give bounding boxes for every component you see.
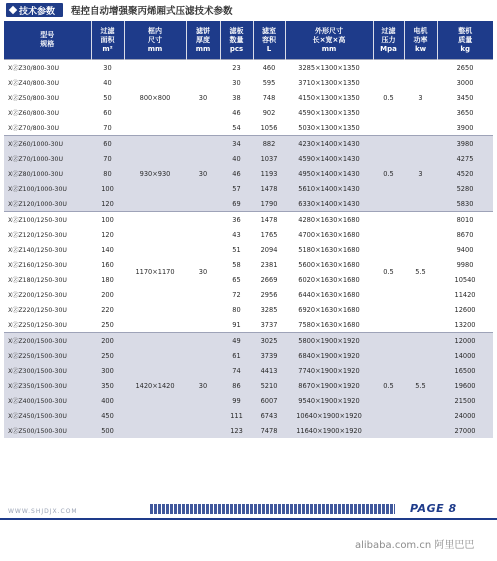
cell-area: 500 [91, 423, 124, 438]
cell-dims: 6920×1630×1680 [285, 302, 373, 317]
cell-volume: 595 [253, 75, 285, 90]
cell-dims: 4590×1300×1350 [285, 105, 373, 120]
cell-plates: 74 [220, 363, 253, 378]
cell-volume: 748 [253, 90, 285, 105]
table-row [4, 136, 493, 152]
cell-dims: 5180×1630×1680 [285, 242, 373, 257]
cell-weight: 14000 [437, 348, 493, 363]
cell-model: XⓏZ400/1500-30U [4, 393, 91, 408]
col-header-cake: 滤饼 厚度 mm [186, 21, 220, 60]
cell-volume: 3025 [253, 333, 285, 349]
cell-area: 450 [91, 408, 124, 423]
cell-weight: 3000 [437, 75, 493, 90]
cell-dims: 7740×1900×1920 [285, 363, 373, 378]
col-header-area: 过滤 面积 m² [91, 21, 124, 60]
cell-weight: 3650 [437, 105, 493, 120]
col-header-dims: 外形尺寸 长×宽×高 mm [285, 21, 373, 60]
cell-dims: 5610×1400×1430 [285, 181, 373, 196]
cell-plates: 58 [220, 257, 253, 272]
cell-plates: 49 [220, 333, 253, 349]
cell-model: XⓏZ180/1250-30U [4, 272, 91, 287]
cell-weight: 4520 [437, 166, 493, 181]
cell-model: XⓏZ80/1000-30U [4, 166, 91, 181]
cell-weight: 3900 [437, 120, 493, 136]
cell-model: XⓏZ60/800-30U [4, 105, 91, 120]
cell-dims: 5600×1630×1680 [285, 257, 373, 272]
cell-volume: 1790 [253, 196, 285, 212]
cell-motor-power: 3 [404, 60, 437, 136]
cell-cake-thickness: 30 [186, 333, 220, 439]
footer-rule [0, 518, 497, 520]
cell-weight: 8670 [437, 227, 493, 242]
cell-motor-power: 5.5 [404, 333, 437, 439]
cell-cake-thickness: 30 [186, 212, 220, 333]
col-header-power: 电机 功率 kw [404, 21, 437, 60]
cell-weight: 19600 [437, 378, 493, 393]
cell-model: XⓏZ120/1250-30U [4, 227, 91, 242]
cell-area: 70 [91, 151, 124, 166]
cell-weight: 8010 [437, 212, 493, 228]
cell-dims: 11640×1900×1920 [285, 423, 373, 438]
cell-plates: 72 [220, 287, 253, 302]
cell-area: 180 [91, 272, 124, 287]
cell-model: XⓏZ250/1500-30U [4, 348, 91, 363]
cell-weight: 16500 [437, 363, 493, 378]
cell-plates: 46 [220, 105, 253, 120]
cell-plates: 30 [220, 75, 253, 90]
cell-area: 300 [91, 363, 124, 378]
cell-motor-power: 5.5 [404, 212, 437, 333]
cell-model: XⓏZ120/1000-30U [4, 196, 91, 212]
cell-volume: 2956 [253, 287, 285, 302]
cell-volume: 5210 [253, 378, 285, 393]
cell-weight: 10540 [437, 272, 493, 287]
cell-model: XⓏZ200/1250-30U [4, 287, 91, 302]
cell-area: 70 [91, 120, 124, 136]
cell-plates: 123 [220, 423, 253, 438]
cell-model: XⓏZ70/1000-30U [4, 151, 91, 166]
cell-plates: 40 [220, 151, 253, 166]
cell-dims: 9540×1900×1920 [285, 393, 373, 408]
cell-weight: 4275 [437, 151, 493, 166]
cell-dims: 4700×1630×1680 [285, 227, 373, 242]
cell-model: XⓏZ220/1250-30U [4, 302, 91, 317]
cell-weight: 24000 [437, 408, 493, 423]
cell-pressure: 0.5 [373, 60, 404, 136]
cell-volume: 3739 [253, 348, 285, 363]
cell-dims: 4950×1400×1430 [285, 166, 373, 181]
cell-area: 30 [91, 60, 124, 76]
cell-weight: 27000 [437, 423, 493, 438]
model-group [4, 212, 493, 333]
cell-dims: 4590×1400×1430 [285, 151, 373, 166]
cell-area: 140 [91, 242, 124, 257]
cell-area: 250 [91, 348, 124, 363]
cell-area: 220 [91, 302, 124, 317]
cell-plates: 80 [220, 302, 253, 317]
cell-pressure: 0.5 [373, 212, 404, 333]
cell-plates: 54 [220, 120, 253, 136]
col-header-volume: 滤室 容积 L [253, 21, 285, 60]
cell-frame-size: 1420×1420 [124, 333, 186, 439]
cell-volume: 1037 [253, 151, 285, 166]
col-header-model: 型号 规格 [4, 21, 91, 60]
cell-model: XⓏZ160/1250-30U [4, 257, 91, 272]
cell-weight: 12000 [437, 333, 493, 349]
cell-area: 60 [91, 136, 124, 152]
cell-model: XⓏZ100/1250-30U [4, 212, 91, 228]
cell-volume: 2669 [253, 272, 285, 287]
cell-plates: 69 [220, 196, 253, 212]
cell-area: 350 [91, 378, 124, 393]
cell-volume: 2381 [253, 257, 285, 272]
table-row [4, 212, 493, 228]
cell-area: 160 [91, 257, 124, 272]
cell-dims: 3285×1300×1350 [285, 60, 373, 76]
cell-volume: 882 [253, 136, 285, 152]
cell-plates: 57 [220, 181, 253, 196]
col-header-pressure: 过滤 压力 Mpa [373, 21, 404, 60]
cell-area: 200 [91, 287, 124, 302]
cell-weight: 5830 [437, 196, 493, 212]
cell-plates: 46 [220, 166, 253, 181]
cell-model: XⓏZ100/1000-30U [4, 181, 91, 196]
cell-plates: 65 [220, 272, 253, 287]
cell-model: XⓏZ250/1250-30U [4, 317, 91, 333]
cell-frame-size: 800×800 [124, 60, 186, 136]
model-group [4, 60, 493, 136]
cell-area: 120 [91, 227, 124, 242]
cell-model: XⓏZ70/800-30U [4, 120, 91, 136]
cell-weight: 9980 [437, 257, 493, 272]
cell-pressure: 0.5 [373, 333, 404, 439]
cell-dims: 5030×1300×1350 [285, 120, 373, 136]
cell-area: 100 [91, 181, 124, 196]
cell-dims: 3710×1300×1350 [285, 75, 373, 90]
cell-volume: 3737 [253, 317, 285, 333]
cell-motor-power: 3 [404, 136, 437, 212]
cell-plates: 111 [220, 408, 253, 423]
cell-model: XⓏZ40/800-30U [4, 75, 91, 90]
cell-model: XⓏZ140/1250-30U [4, 242, 91, 257]
model-group [4, 136, 493, 212]
cell-dims: 6330×1400×1430 [285, 196, 373, 212]
cell-volume: 6743 [253, 408, 285, 423]
cell-weight: 5280 [437, 181, 493, 196]
cell-model: XⓏZ200/1500-30U [4, 333, 91, 349]
cell-area: 400 [91, 393, 124, 408]
cell-plates: 38 [220, 90, 253, 105]
cell-dims: 6840×1900×1920 [285, 348, 373, 363]
cell-volume: 1193 [253, 166, 285, 181]
col-header-weight: 整机 质量 kg [437, 21, 493, 60]
cell-plates: 23 [220, 60, 253, 76]
cell-volume: 6007 [253, 393, 285, 408]
cell-volume: 2094 [253, 242, 285, 257]
cell-volume: 7478 [253, 423, 285, 438]
table-row [4, 60, 493, 76]
page-header [0, 0, 497, 20]
cell-plates: 51 [220, 242, 253, 257]
table-header-row [4, 21, 493, 60]
footer-stripe [150, 504, 395, 514]
cell-model: XⓏZ300/1500-30U [4, 363, 91, 378]
cell-dims: 4230×1400×1430 [285, 136, 373, 152]
cell-plates: 61 [220, 348, 253, 363]
cell-dims: 10640×1900×1920 [285, 408, 373, 423]
cell-volume: 3285 [253, 302, 285, 317]
cell-model: XⓏZ450/1500-30U [4, 408, 91, 423]
cell-weight: 2650 [437, 60, 493, 76]
cell-cake-thickness: 30 [186, 60, 220, 136]
cell-area: 200 [91, 333, 124, 349]
cell-area: 40 [91, 75, 124, 90]
site-watermark: alibaba.com.cn 阿里巴巴 [355, 540, 475, 551]
cell-area: 250 [91, 317, 124, 333]
cell-model: XⓏZ60/1000-30U [4, 136, 91, 152]
cell-weight: 12600 [437, 302, 493, 317]
cell-area: 120 [91, 196, 124, 212]
cell-weight: 9400 [437, 242, 493, 257]
cell-model: XⓏZ50/800-30U [4, 90, 91, 105]
cell-weight: 3450 [437, 90, 493, 105]
cell-plates: 43 [220, 227, 253, 242]
cell-model: XⓏZ350/1500-30U [4, 378, 91, 393]
cell-area: 60 [91, 105, 124, 120]
cell-plates: 34 [220, 136, 253, 152]
cell-dims: 6020×1630×1680 [285, 272, 373, 287]
cell-cake-thickness: 30 [186, 136, 220, 212]
cell-area: 100 [91, 212, 124, 228]
cell-dims: 6440×1630×1680 [285, 287, 373, 302]
cell-volume: 1478 [253, 212, 285, 228]
diamond-icon [9, 6, 17, 14]
col-header-frame: 框内 尺寸 mm [124, 21, 186, 60]
cell-model: XⓏZ500/1500-30U [4, 423, 91, 438]
cell-model: XⓏZ30/800-30U [4, 60, 91, 76]
cell-volume: 1478 [253, 181, 285, 196]
section-tag [6, 3, 63, 17]
cell-dims: 4280×1630×1680 [285, 212, 373, 228]
cell-dims: 4150×1300×1350 [285, 90, 373, 105]
cell-plates: 36 [220, 212, 253, 228]
cell-pressure: 0.5 [373, 136, 404, 212]
cell-plates: 91 [220, 317, 253, 333]
cell-weight: 3980 [437, 136, 493, 152]
cell-weight: 13200 [437, 317, 493, 333]
table-row [4, 333, 493, 349]
model-group [4, 333, 493, 439]
spec-table [4, 21, 493, 438]
col-header-plates: 滤板 数量 pcs [220, 21, 253, 60]
cell-weight: 21500 [437, 393, 493, 408]
cell-volume: 1765 [253, 227, 285, 242]
cell-frame-size: 930×930 [124, 136, 186, 212]
cell-plates: 86 [220, 378, 253, 393]
cell-volume: 460 [253, 60, 285, 76]
section-tag-label: 技术参数 [19, 6, 56, 17]
cell-volume: 1056 [253, 120, 285, 136]
cell-weight: 11420 [437, 287, 493, 302]
cell-volume: 4413 [253, 363, 285, 378]
cell-dims: 8670×1900×1920 [285, 378, 373, 393]
website-url: WWW.SHJDJX.COM [8, 508, 78, 515]
cell-plates: 99 [220, 393, 253, 408]
document-title: 程控自动增强聚丙烯厢式压滤技术参数 [71, 6, 233, 17]
cell-dims: 5800×1900×1920 [285, 333, 373, 349]
cell-frame-size: 1170×1170 [124, 212, 186, 333]
cell-area: 80 [91, 166, 124, 181]
cell-volume: 902 [253, 105, 285, 120]
cell-dims: 7580×1630×1680 [285, 317, 373, 333]
cell-area: 50 [91, 90, 124, 105]
page-number: PAGE 8 [410, 501, 457, 515]
